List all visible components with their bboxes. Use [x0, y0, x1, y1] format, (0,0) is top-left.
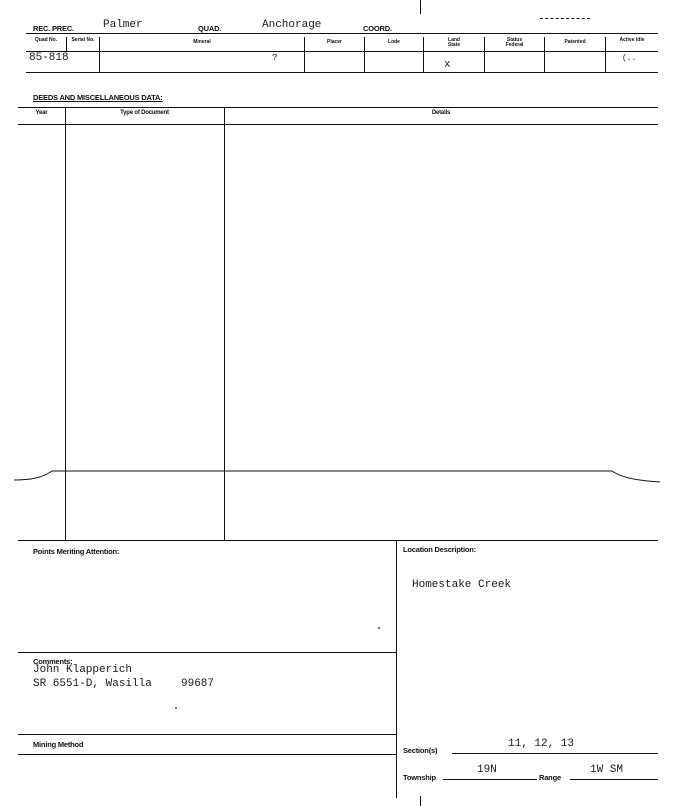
township-underline — [443, 779, 537, 780]
active-idle-value: (.. — [622, 54, 637, 63]
township-value: 19N — [477, 764, 497, 776]
col-placer: Placer — [326, 39, 342, 45]
quad-value: Anchorage — [262, 19, 322, 31]
col-lode: Lode — [388, 39, 400, 45]
coord-label: COORD. — [363, 24, 392, 33]
quad-label: QUAD. — [198, 24, 222, 33]
col-serial-no: Serial No. — [71, 37, 95, 43]
land-state-value: x — [444, 59, 451, 71]
township-label: Township — [403, 773, 436, 782]
top-tick-mark — [420, 0, 421, 14]
col-patented: Patented — [564, 39, 586, 45]
sections-underline — [452, 753, 658, 754]
mineral-value: ? — [272, 53, 278, 63]
col-active-idle: Active Idle — [619, 37, 645, 43]
header-rule-mid — [26, 51, 658, 52]
comments-rule — [18, 652, 396, 653]
header-rule-top — [26, 33, 658, 34]
mining-rule-bottom — [18, 754, 396, 755]
col-mineral: Mineral — [193, 39, 211, 45]
comments-zip: 99687 — [181, 678, 215, 690]
sections-value: 11, 12, 13 — [508, 738, 575, 750]
range-value: 1W SM — [590, 764, 624, 776]
range-underline — [570, 779, 658, 780]
deeds-col-type: Type of Document — [120, 110, 169, 116]
deeds-col-details: Details — [431, 110, 451, 116]
mining-rule — [18, 734, 396, 735]
sections-label: Section(s) — [403, 746, 438, 755]
comments-line1: John Klapperich — [33, 664, 133, 676]
stray-mark — [175, 707, 177, 709]
rec-prec-label: REC. PREC. — [33, 24, 74, 33]
location-label: Location Description: — [403, 545, 476, 554]
col-status-federal: Status Federal — [505, 37, 524, 48]
header-rule-bottom — [26, 72, 658, 73]
bottom-tick-mark — [420, 796, 421, 806]
top-right-dash — [540, 18, 590, 19]
quad-serial-value: 85-818 — [29, 52, 69, 64]
points-label: Points Meriting Attention: — [33, 547, 120, 556]
rec-prec-value: Palmer — [103, 19, 143, 31]
comments-label: Comments: — [33, 657, 73, 666]
location-value: Homestake Creek — [412, 579, 512, 591]
deeds-col-year: Year — [35, 110, 48, 116]
deeds-rule-top — [18, 107, 658, 108]
mining-method-label: Mining Method — [33, 740, 84, 749]
deeds-rule-header — [18, 124, 658, 125]
col-land-state: Land State — [447, 37, 461, 48]
deeds-rule-bottom — [18, 540, 658, 541]
page-join-line — [0, 462, 678, 488]
range-label: Range — [539, 773, 561, 782]
comments-line2: SR 6551-D, Wasilla — [33, 678, 152, 690]
stray-mark — [378, 627, 380, 629]
col-quad-no: Quad No. — [34, 37, 58, 43]
lower-divider — [396, 540, 397, 798]
deeds-section-title: DEEDS AND MISCELLANEOUS DATA: — [33, 93, 163, 102]
